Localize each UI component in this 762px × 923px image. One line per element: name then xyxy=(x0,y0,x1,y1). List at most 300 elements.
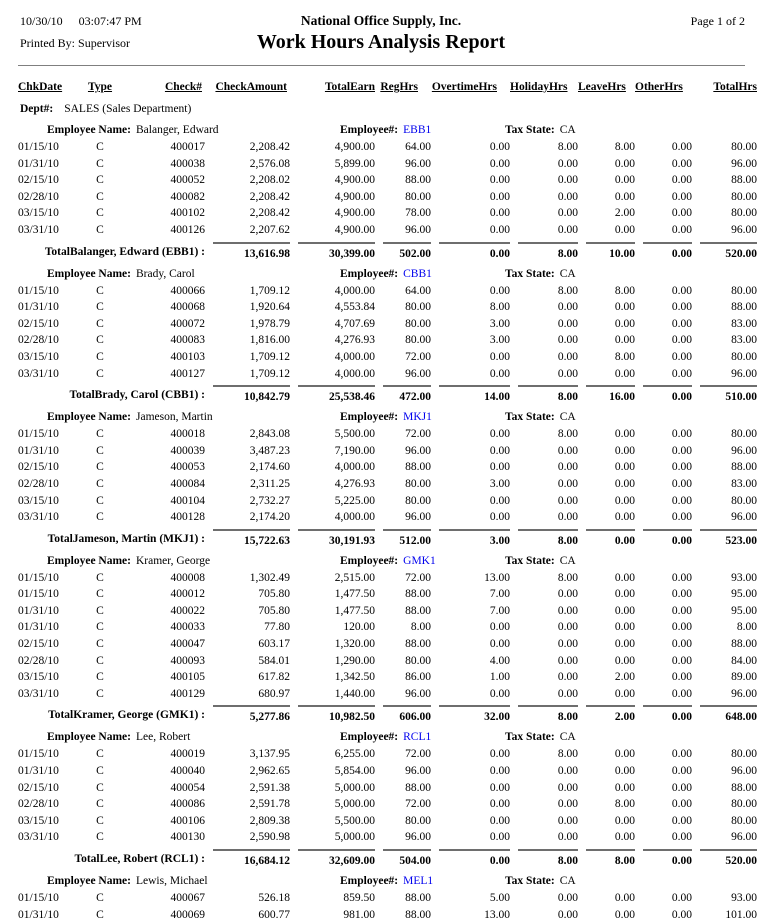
column-header-checknum: Check# xyxy=(164,81,202,93)
cell-chkdate: 02/15/10 xyxy=(18,174,59,187)
cell-otherhrs: 0.00 xyxy=(671,511,692,524)
employee-id-link[interactable]: CBB1 xyxy=(403,267,432,280)
cell-holidayhrs: 0.00 xyxy=(557,350,578,363)
cell-checknum: 400033 xyxy=(170,621,205,634)
cell-otherhrs: 0.00 xyxy=(671,477,692,490)
check-row xyxy=(0,796,762,813)
employee-id-link[interactable]: EBB1 xyxy=(403,124,432,136)
employee-total-label: TotalBrady, Carol (CBB1) : xyxy=(69,389,205,402)
check-row xyxy=(0,763,762,780)
cell-checknum: 400086 xyxy=(170,798,205,811)
employee-name: Kramer, George xyxy=(136,554,211,567)
total-checkamount: 10,842.79 xyxy=(205,385,290,405)
cell-leavehrs: 0.00 xyxy=(614,301,635,314)
employee-block xyxy=(0,266,762,406)
header-rule xyxy=(18,65,745,66)
cell-checknum: 400047 xyxy=(170,638,205,651)
cell-overtimehrs: 0.00 xyxy=(489,157,510,170)
cell-checkamount: 77.80 xyxy=(264,621,290,634)
total-overtimehrs: 3.00 xyxy=(431,529,510,549)
cell-leavehrs: 0.00 xyxy=(614,444,635,457)
cell-totalhrs: 80.00 xyxy=(731,350,757,363)
cell-type: C xyxy=(96,511,104,524)
cell-otherhrs: 0.00 xyxy=(671,831,692,844)
cell-checkamount: 2,207.62 xyxy=(249,223,290,236)
cell-otherhrs: 0.00 xyxy=(671,621,692,634)
cell-leavehrs: 0.00 xyxy=(614,765,635,778)
cell-chkdate: 03/15/10 xyxy=(18,671,59,684)
cell-chkdate: 02/15/10 xyxy=(18,781,59,794)
cell-totalearn: 5,000.00 xyxy=(334,831,375,844)
cell-holidayhrs: 0.00 xyxy=(557,765,578,778)
cell-totalhrs: 80.00 xyxy=(731,814,757,827)
employee-rows xyxy=(0,570,762,703)
cell-type: C xyxy=(96,798,104,811)
check-row xyxy=(0,746,762,763)
cell-leavehrs: 8.00 xyxy=(614,284,635,297)
employee-id-group xyxy=(340,729,431,746)
check-row xyxy=(0,586,762,603)
cell-chkdate: 01/15/10 xyxy=(18,748,59,761)
cell-type: C xyxy=(96,604,104,617)
cell-totalearn: 2,515.00 xyxy=(334,571,375,584)
check-row xyxy=(0,172,762,189)
cell-leavehrs: 0.00 xyxy=(614,908,635,921)
employee-total-label: TotalKramer, George (GMK1) : xyxy=(48,709,205,722)
cell-overtimehrs: 3.00 xyxy=(489,477,510,490)
cell-checknum: 400128 xyxy=(170,511,205,524)
employee-block xyxy=(0,122,762,262)
cell-chkdate: 03/31/10 xyxy=(18,367,59,380)
tax-state-value: CA xyxy=(559,124,576,136)
report-title: Work Hours Analysis Report xyxy=(256,31,506,53)
cell-checkamount: 680.97 xyxy=(258,687,290,700)
cell-overtimehrs: 7.00 xyxy=(489,604,510,617)
total-checkamount: 13,616.98 xyxy=(205,242,290,262)
cell-leavehrs: 0.00 xyxy=(614,334,635,347)
total-reghrs: 502.00 xyxy=(375,242,431,262)
cell-chkdate: 03/15/10 xyxy=(18,207,59,220)
check-row xyxy=(0,205,762,222)
cell-holidayhrs: 0.00 xyxy=(557,798,578,811)
employee-block xyxy=(0,873,762,923)
cell-totalearn: 4,707.69 xyxy=(334,317,375,330)
cell-totalearn: 5,000.00 xyxy=(334,781,375,794)
employee-header-line xyxy=(0,729,762,746)
employee-total-row xyxy=(0,242,762,262)
cell-type: C xyxy=(96,223,104,236)
total-leavehrs: 10.00 xyxy=(578,242,635,262)
cell-chkdate: 01/15/10 xyxy=(18,588,59,601)
tax-state-value: CA xyxy=(559,267,576,280)
cell-checknum: 400104 xyxy=(170,494,205,507)
check-row xyxy=(0,476,762,493)
total-otherhrs: 0.00 xyxy=(635,385,692,405)
cell-totalhrs: 88.00 xyxy=(731,461,757,474)
department-line xyxy=(0,101,762,118)
cell-checkamount: 526.18 xyxy=(258,892,290,904)
cell-checkamount: 1,709.12 xyxy=(249,350,290,363)
cell-reghrs: 96.00 xyxy=(405,687,431,700)
cell-checkamount: 600.77 xyxy=(258,908,290,921)
cell-holidayhrs: 0.00 xyxy=(557,588,578,601)
cell-reghrs: 88.00 xyxy=(405,588,431,601)
cell-type: C xyxy=(96,207,104,220)
cell-holidayhrs: 0.00 xyxy=(557,781,578,794)
total-checkamount: 15,722.63 xyxy=(205,529,290,549)
cell-reghrs: 86.00 xyxy=(405,671,431,684)
check-row xyxy=(0,156,762,173)
cell-otherhrs: 0.00 xyxy=(671,444,692,457)
cell-otherhrs: 0.00 xyxy=(671,687,692,700)
cell-checkamount: 603.17 xyxy=(258,638,290,651)
employee-name-label: Employee Name: xyxy=(47,124,131,136)
page-number: Page 1 of 2 xyxy=(690,14,745,28)
cell-totalhrs: 95.00 xyxy=(731,588,757,601)
check-row xyxy=(0,686,762,703)
cell-totalearn: 4,900.00 xyxy=(334,190,375,203)
cell-overtimehrs: 4.00 xyxy=(489,654,510,667)
cell-overtimehrs: 0.00 xyxy=(489,748,510,761)
department-value: SALES (Sales Department) xyxy=(64,103,192,115)
employee-name-group xyxy=(47,122,219,139)
cell-totalhrs: 83.00 xyxy=(731,334,757,347)
employee-total-row xyxy=(0,385,762,405)
total-totalhrs: 523.00 xyxy=(692,529,757,549)
cell-type: C xyxy=(96,334,104,347)
total-overtimehrs: 0.00 xyxy=(431,242,510,262)
cell-chkdate: 01/31/10 xyxy=(18,621,59,634)
cell-holidayhrs: 0.00 xyxy=(557,511,578,524)
cell-checkamount: 2,591.78 xyxy=(249,798,290,811)
cell-totalearn: 1,440.00 xyxy=(334,687,375,700)
cell-chkdate: 03/31/10 xyxy=(18,831,59,844)
cell-reghrs: 88.00 xyxy=(405,908,431,921)
cell-reghrs: 72.00 xyxy=(405,571,431,584)
employee-id-link[interactable]: MKJ1 xyxy=(403,411,432,424)
cell-type: C xyxy=(96,671,104,684)
cell-reghrs: 80.00 xyxy=(405,494,431,507)
cell-overtimehrs: 13.00 xyxy=(484,908,510,921)
cell-checknum: 400130 xyxy=(170,831,205,844)
total-totalhrs: 648.00 xyxy=(692,705,757,725)
cell-chkdate: 02/15/10 xyxy=(18,638,59,651)
cell-leavehrs: 0.00 xyxy=(614,367,635,380)
check-row xyxy=(0,349,762,366)
cell-holidayhrs: 0.00 xyxy=(557,638,578,651)
cell-checkamount: 2,843.08 xyxy=(249,428,290,441)
employee-rows xyxy=(0,746,762,846)
cell-overtimehrs: 8.00 xyxy=(489,301,510,314)
tax-state-label: Tax State: xyxy=(505,554,555,567)
check-row xyxy=(0,493,762,510)
cell-holidayhrs: 0.00 xyxy=(557,687,578,700)
cell-checknum: 400129 xyxy=(170,687,205,700)
cell-reghrs: 78.00 xyxy=(405,207,431,220)
employee-total-row xyxy=(0,529,762,549)
employee-blocks xyxy=(0,122,762,923)
cell-chkdate: 01/31/10 xyxy=(18,604,59,617)
employee-name: Jameson, Martin xyxy=(136,411,213,424)
cell-totalhrs: 80.00 xyxy=(731,190,757,203)
cell-overtimehrs: 1.00 xyxy=(489,671,510,684)
cell-otherhrs: 0.00 xyxy=(671,765,692,778)
check-row xyxy=(0,813,762,830)
cell-totalhrs: 80.00 xyxy=(731,798,757,811)
cell-overtimehrs: 0.00 xyxy=(489,141,510,153)
total-totalearn: 32,609.00 xyxy=(290,849,375,869)
column-header-type: Type xyxy=(87,81,113,93)
tax-state-group xyxy=(505,729,576,746)
cell-totalhrs: 83.00 xyxy=(731,317,757,330)
cell-leavehrs: 0.00 xyxy=(614,748,635,761)
cell-checknum: 400039 xyxy=(170,444,205,457)
cell-otherhrs: 0.00 xyxy=(671,798,692,811)
cell-overtimehrs: 0.00 xyxy=(489,621,510,634)
cell-otherhrs: 0.00 xyxy=(671,571,692,584)
check-row xyxy=(0,459,762,476)
cell-otherhrs: 0.00 xyxy=(671,317,692,330)
cell-leavehrs: 0.00 xyxy=(614,604,635,617)
cell-overtimehrs: 0.00 xyxy=(489,781,510,794)
cell-totalearn: 4,000.00 xyxy=(334,511,375,524)
cell-totalhrs: 80.00 xyxy=(731,207,757,220)
cell-checknum: 400102 xyxy=(170,207,205,220)
employee-id-link[interactable]: RCL1 xyxy=(403,731,432,744)
cell-holidayhrs: 0.00 xyxy=(557,317,578,330)
total-holidayhrs: 8.00 xyxy=(510,385,578,405)
cell-holidayhrs: 8.00 xyxy=(557,748,578,761)
cell-checknum: 400126 xyxy=(170,223,205,236)
cell-checknum: 400066 xyxy=(170,284,205,297)
cell-checkamount: 705.80 xyxy=(258,604,290,617)
employee-rows xyxy=(0,283,762,383)
cell-reghrs: 72.00 xyxy=(405,798,431,811)
cell-checknum: 400127 xyxy=(170,367,205,380)
cell-otherhrs: 0.00 xyxy=(671,334,692,347)
employee-name-group xyxy=(47,266,195,283)
cell-type: C xyxy=(96,748,104,761)
employee-name: Balanger, Edward xyxy=(136,124,219,136)
cell-overtimehrs: 0.00 xyxy=(489,428,510,441)
tax-state-group xyxy=(505,409,576,426)
cell-overtimehrs: 0.00 xyxy=(489,831,510,844)
cell-overtimehrs: 0.00 xyxy=(489,367,510,380)
employee-header-line xyxy=(0,122,762,139)
total-checkamount: 16,684.12 xyxy=(205,849,290,869)
employee-name-group xyxy=(47,409,213,426)
cell-totalearn: 1,477.50 xyxy=(334,588,375,601)
cell-holidayhrs: 0.00 xyxy=(557,477,578,490)
employee-name: Lee, Robert xyxy=(136,731,191,744)
cell-type: C xyxy=(96,588,104,601)
cell-totalhrs: 96.00 xyxy=(731,511,757,524)
cell-reghrs: 96.00 xyxy=(405,444,431,457)
cell-type: C xyxy=(96,444,104,457)
cell-leavehrs: 0.00 xyxy=(614,654,635,667)
cell-leavehrs: 0.00 xyxy=(614,588,635,601)
cell-type: C xyxy=(96,141,104,153)
employee-total-label: TotalJameson, Martin (MKJ1) : xyxy=(47,532,205,545)
employee-id-link[interactable]: GMK1 xyxy=(403,554,436,567)
cell-overtimehrs: 0.00 xyxy=(489,814,510,827)
cell-totalearn: 4,000.00 xyxy=(334,350,375,363)
cell-checknum: 400017 xyxy=(170,141,205,153)
check-row xyxy=(0,829,762,846)
employee-id-group xyxy=(340,122,431,139)
employee-total-row xyxy=(0,849,762,869)
total-holidayhrs: 8.00 xyxy=(510,242,578,262)
total-otherhrs: 0.00 xyxy=(635,849,692,869)
cell-reghrs: 96.00 xyxy=(405,831,431,844)
cell-totalhrs: 83.00 xyxy=(731,477,757,490)
cell-overtimehrs: 0.00 xyxy=(489,174,510,187)
check-row xyxy=(0,509,762,526)
cell-chkdate: 01/31/10 xyxy=(18,301,59,314)
cell-chkdate: 03/15/10 xyxy=(18,494,59,507)
tax-state-value: CA xyxy=(559,411,576,424)
cell-chkdate: 02/28/10 xyxy=(18,477,59,490)
cell-overtimehrs: 13.00 xyxy=(484,571,510,584)
cell-holidayhrs: 0.00 xyxy=(557,301,578,314)
total-reghrs: 504.00 xyxy=(375,849,431,869)
cell-reghrs: 88.00 xyxy=(405,638,431,651)
column-header-totalhrs: TotalHrs xyxy=(713,81,757,93)
employee-name-label: Employee Name: xyxy=(47,411,131,424)
cell-checkamount: 1,816.00 xyxy=(249,334,290,347)
cell-totalhrs: 88.00 xyxy=(731,301,757,314)
employee-name-label: Employee Name: xyxy=(47,554,131,567)
cell-holidayhrs: 8.00 xyxy=(557,284,578,297)
cell-type: C xyxy=(96,174,104,187)
employee-id-group xyxy=(340,409,432,426)
employee-id-link[interactable]: MEL1 xyxy=(403,875,434,887)
cell-reghrs: 88.00 xyxy=(405,781,431,794)
cell-reghrs: 96.00 xyxy=(405,511,431,524)
cell-overtimehrs: 3.00 xyxy=(489,317,510,330)
check-row xyxy=(0,426,762,443)
total-holidayhrs: 8.00 xyxy=(510,705,578,725)
cell-leavehrs: 0.00 xyxy=(614,190,635,203)
cell-otherhrs: 0.00 xyxy=(671,588,692,601)
cell-checknum: 400083 xyxy=(170,334,205,347)
total-totalhrs: 520.00 xyxy=(692,849,757,869)
total-leavehrs: 16.00 xyxy=(578,385,635,405)
cell-reghrs: 80.00 xyxy=(405,317,431,330)
cell-type: C xyxy=(96,477,104,490)
cell-reghrs: 96.00 xyxy=(405,367,431,380)
cell-checknum: 400018 xyxy=(170,428,205,441)
check-row xyxy=(0,570,762,587)
cell-totalearn: 5,899.00 xyxy=(334,157,375,170)
cell-type: C xyxy=(96,638,104,651)
cell-leavehrs: 2.00 xyxy=(614,207,635,220)
cell-leavehrs: 0.00 xyxy=(614,461,635,474)
cell-type: C xyxy=(96,494,104,507)
cell-holidayhrs: 0.00 xyxy=(557,908,578,921)
cell-reghrs: 88.00 xyxy=(405,461,431,474)
cell-holidayhrs: 0.00 xyxy=(557,174,578,187)
cell-totalearn: 4,900.00 xyxy=(334,223,375,236)
cell-type: C xyxy=(96,908,104,921)
cell-checkamount: 2,732.27 xyxy=(249,494,290,507)
cell-leavehrs: 0.00 xyxy=(614,638,635,651)
cell-reghrs: 88.00 xyxy=(405,604,431,617)
cell-holidayhrs: 8.00 xyxy=(557,428,578,441)
cell-totalhrs: 93.00 xyxy=(731,892,757,904)
cell-totalearn: 4,553.84 xyxy=(334,301,375,314)
cell-chkdate: 03/15/10 xyxy=(18,350,59,363)
cell-chkdate: 02/28/10 xyxy=(18,334,59,347)
cell-reghrs: 88.00 xyxy=(405,174,431,187)
employee-id-label: Employee#: xyxy=(340,875,399,887)
cell-type: C xyxy=(96,461,104,474)
cell-totalhrs: 88.00 xyxy=(731,781,757,794)
employee-name-label: Employee Name: xyxy=(47,267,131,280)
cell-holidayhrs: 0.00 xyxy=(557,831,578,844)
total-otherhrs: 0.00 xyxy=(635,242,692,262)
cell-totalearn: 5,225.00 xyxy=(334,494,375,507)
cell-totalhrs: 96.00 xyxy=(731,765,757,778)
total-holidayhrs: 8.00 xyxy=(510,529,578,549)
cell-totalearn: 859.50 xyxy=(343,892,375,904)
column-header-totalearn: TotalEarn xyxy=(324,81,375,93)
company-name: National Office Supply, Inc. xyxy=(300,13,462,28)
cell-totalhrs: 101.00 xyxy=(725,908,757,921)
cell-otherhrs: 0.00 xyxy=(671,141,692,153)
column-header-overtimehrs: OvertimeHrs xyxy=(431,81,497,93)
cell-chkdate: 01/15/10 xyxy=(18,428,59,441)
cell-overtimehrs: 0.00 xyxy=(489,284,510,297)
cell-leavehrs: 0.00 xyxy=(614,477,635,490)
employee-header-line xyxy=(0,553,762,570)
cell-reghrs: 96.00 xyxy=(405,223,431,236)
cell-type: C xyxy=(96,157,104,170)
cell-totalhrs: 84.00 xyxy=(731,654,757,667)
cell-reghrs: 96.00 xyxy=(405,157,431,170)
cell-checknum: 400052 xyxy=(170,174,205,187)
cell-checknum: 400022 xyxy=(170,604,205,617)
print-time: 03:07:47 PM xyxy=(78,14,142,28)
cell-chkdate: 01/15/10 xyxy=(18,892,59,904)
cell-type: C xyxy=(96,190,104,203)
column-header-reghrs: RegHrs xyxy=(380,81,418,93)
cell-holidayhrs: 8.00 xyxy=(557,571,578,584)
total-overtimehrs: 0.00 xyxy=(431,849,510,869)
cell-checkamount: 1,978.79 xyxy=(249,317,290,330)
total-holidayhrs: 8.00 xyxy=(510,849,578,869)
check-row xyxy=(0,366,762,383)
cell-otherhrs: 0.00 xyxy=(671,638,692,651)
cell-otherhrs: 0.00 xyxy=(671,671,692,684)
cell-reghrs: 72.00 xyxy=(405,428,431,441)
employee-id-label: Employee#: xyxy=(340,124,399,136)
check-row xyxy=(0,222,762,239)
cell-leavehrs: 0.00 xyxy=(614,781,635,794)
cell-checknum: 400008 xyxy=(170,571,205,584)
cell-type: C xyxy=(96,654,104,667)
cell-otherhrs: 0.00 xyxy=(671,461,692,474)
cell-overtimehrs: 0.00 xyxy=(489,461,510,474)
cell-holidayhrs: 0.00 xyxy=(557,207,578,220)
employee-id-label: Employee#: xyxy=(340,267,399,280)
employee-header-line xyxy=(0,409,762,426)
cell-reghrs: 80.00 xyxy=(405,477,431,490)
cell-otherhrs: 0.00 xyxy=(671,190,692,203)
column-header-row xyxy=(0,80,762,97)
total-reghrs: 512.00 xyxy=(375,529,431,549)
cell-checkamount: 1,709.12 xyxy=(249,284,290,297)
